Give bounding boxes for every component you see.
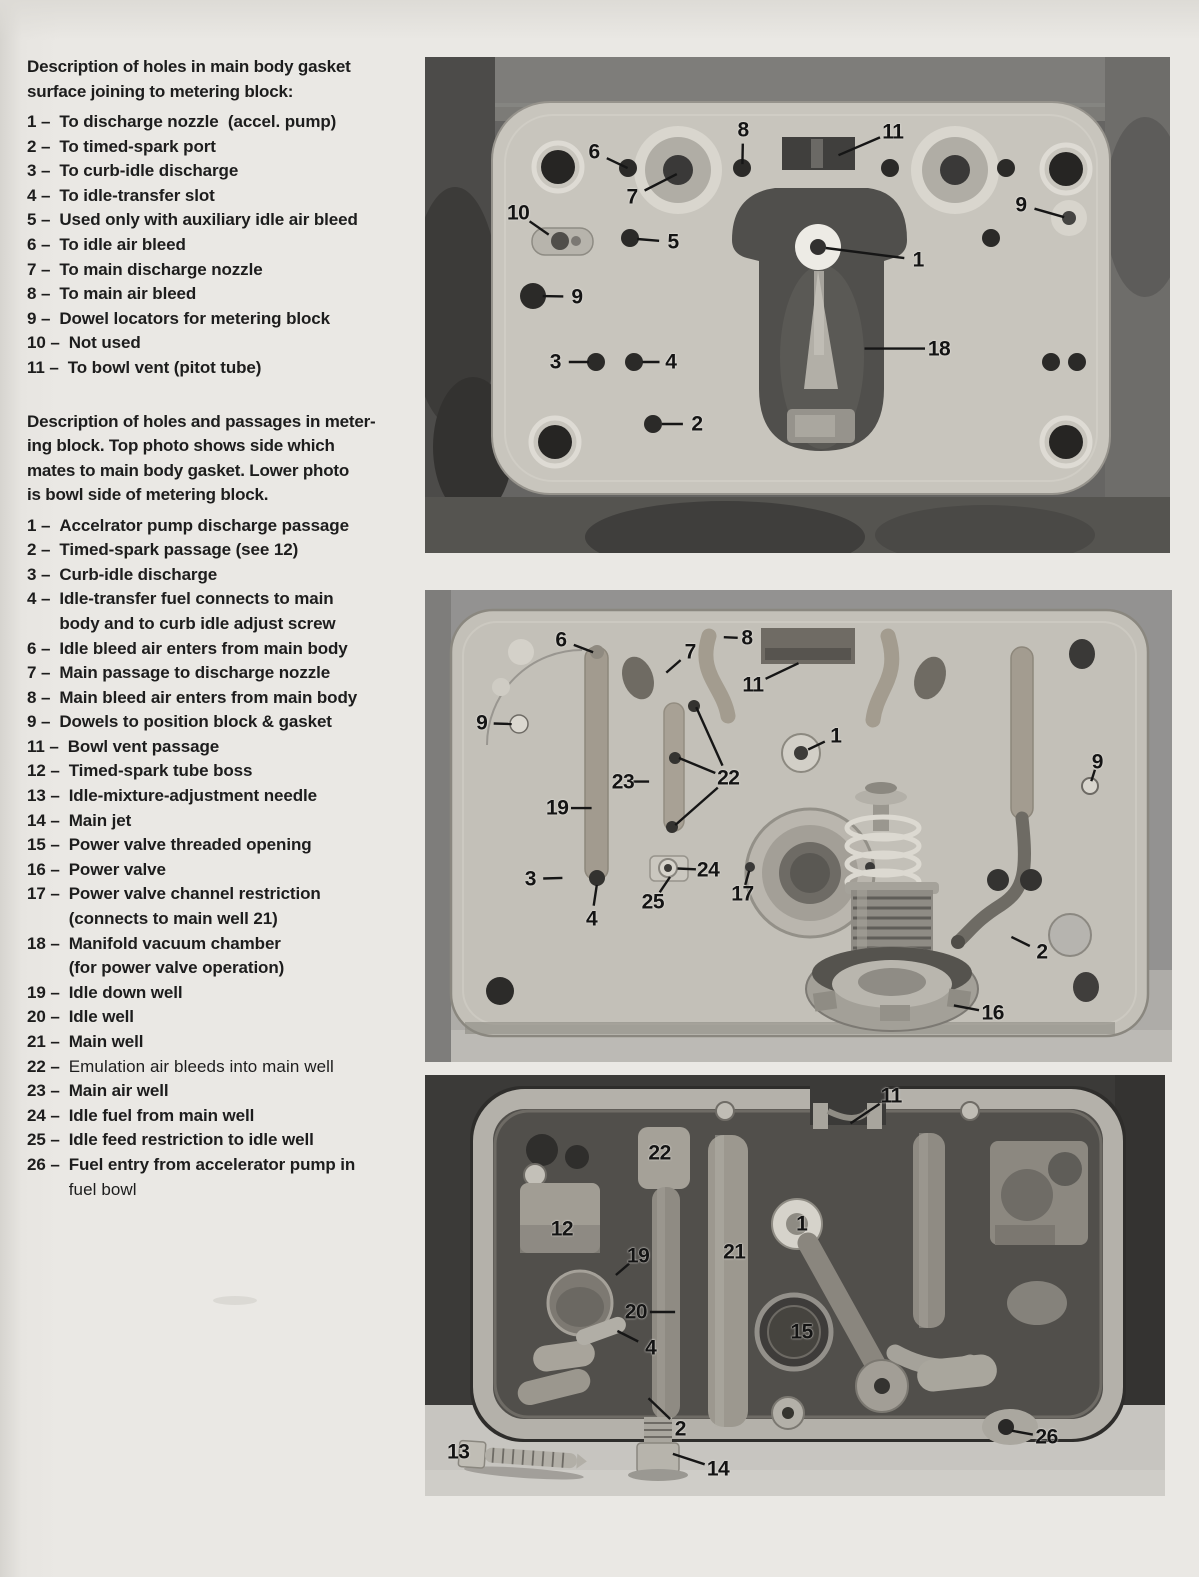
item-number: 7 – — [27, 259, 51, 279]
callout-4: 4 — [665, 350, 677, 374]
callout-2: 2 — [691, 412, 703, 436]
item-number: 9 – — [27, 308, 51, 328]
item-text: Bowl vent passage — [67, 736, 220, 756]
callout-1: 1 — [796, 1212, 808, 1236]
item-number: 6 – — [27, 638, 51, 658]
legend-item — [27, 759, 421, 784]
legend-item — [27, 1128, 421, 1153]
item-text: Main bleed air enters from main body — [59, 687, 358, 707]
legend-item — [27, 1104, 421, 1129]
legend-item — [27, 356, 421, 381]
page-smudge — [213, 1296, 257, 1305]
callout-6: 6 — [555, 628, 567, 652]
callout-18: 18 — [927, 337, 951, 361]
callout-6: 6 — [588, 140, 600, 164]
item-number: 15 – — [27, 835, 60, 855]
callout-1: 1 — [912, 248, 924, 272]
item-number: 20 – — [27, 1007, 60, 1027]
legend-item — [27, 1079, 421, 1104]
callout-11: 11 — [742, 673, 764, 697]
callout-19: 19 — [546, 796, 569, 820]
legend-item — [27, 331, 421, 356]
legend-item — [27, 661, 421, 686]
item-number: 6 – — [27, 234, 51, 254]
item-text: Idle-mixture-adjustment needle — [68, 786, 317, 806]
item-number: 1 – — [27, 112, 51, 131]
item-text: To timed-spark port — [59, 136, 216, 156]
callout-13: 13 — [447, 1440, 470, 1464]
legend-item — [27, 1030, 421, 1055]
item-text: Main jet — [68, 810, 132, 830]
legend-item — [27, 135, 421, 160]
legend-item — [27, 258, 421, 283]
legend-item — [27, 1055, 421, 1080]
legend-item — [27, 208, 421, 233]
item-number: 11 – — [27, 736, 59, 756]
callout-leader-lines — [425, 590, 1172, 1062]
item-number: 10 – — [27, 333, 60, 353]
legend-item — [27, 833, 421, 858]
item-text: Fuel entry from accelerator pump in fuel bowl — [68, 1154, 356, 1199]
item-number: 11 – — [27, 357, 59, 377]
item-number: 3 – — [27, 564, 51, 584]
callout-leader-lines — [425, 57, 1170, 553]
legend-item — [27, 282, 421, 307]
callout-12: 12 — [550, 1217, 574, 1241]
item-number: 18 – — [27, 933, 60, 953]
item-text: Dowels to position block & gasket — [59, 712, 332, 732]
item-text: Main well — [68, 1032, 144, 1051]
description-section-1 — [27, 55, 421, 381]
callout-1: 1 — [830, 724, 842, 748]
item-text: Idle down well — [68, 982, 183, 1002]
item-number: 9 – — [27, 712, 51, 732]
callout-22: 22 — [648, 1141, 671, 1165]
item-text: Manifold vacuum chamber (for power valve operation) — [68, 933, 285, 978]
callout-2: 2 — [674, 1417, 686, 1441]
callout-19: 19 — [626, 1244, 650, 1268]
callout-9: 9 — [1091, 750, 1103, 774]
legend-item — [27, 307, 421, 332]
callout-4: 4 — [645, 1336, 657, 1360]
photo-main-body-gasket — [425, 57, 1170, 553]
item-number: 8 – — [27, 687, 51, 707]
item-number: 13 – — [27, 786, 60, 806]
callout-3: 3 — [524, 867, 536, 891]
item-text: Not used — [68, 333, 141, 353]
item-number: 21 – — [27, 1032, 60, 1051]
callout-20: 20 — [624, 1300, 648, 1324]
item-text: To idle-transfer slot — [59, 185, 215, 205]
item-text: Idle bleed air enters from main body — [59, 638, 348, 658]
callout-11: 11 — [880, 1084, 902, 1108]
legend-item — [27, 1005, 421, 1030]
item-text: Dowel locators for metering block — [59, 308, 330, 328]
legend-item — [27, 686, 421, 711]
item-number: 14 – — [27, 810, 60, 830]
item-number: 5 – — [27, 210, 51, 230]
item-text: Power valve threaded opening — [68, 835, 312, 855]
legend-item — [27, 735, 421, 760]
item-text: To main discharge nozzle — [59, 259, 263, 279]
item-number: 16 – — [27, 859, 60, 879]
legend-item — [27, 784, 421, 809]
item-number: 4 – — [27, 185, 51, 205]
item-text: Emulation air bleeds into main well — [68, 1056, 334, 1076]
callout-14: 14 — [706, 1457, 730, 1481]
item-text: Curb-idle discharge — [59, 564, 218, 584]
description-lists — [27, 55, 421, 1202]
item-text: To bowl vent (pitot tube) — [67, 357, 262, 377]
legend-item — [27, 1153, 421, 1202]
callout-24: 24 — [696, 858, 720, 882]
callout-25: 25 — [641, 890, 665, 914]
callout-9: 9 — [1015, 193, 1027, 217]
item-number: 25 – — [27, 1130, 60, 1150]
callout-8: 8 — [737, 118, 749, 142]
item-text: To main air bleed — [59, 284, 197, 304]
legend-item — [27, 514, 421, 539]
photo-metering-block-gasket-side — [425, 590, 1172, 1062]
callout-23: 23 — [611, 770, 635, 794]
callout-15: 15 — [790, 1320, 813, 1344]
photo-metering-block-bowl-side — [425, 1075, 1165, 1496]
item-text: To curb-idle discharge — [59, 161, 239, 181]
section-heading: Description of holes and passages in meter- ing block. Top photo shows side which mates to main body gasket. Lower photo is bowl side of metering block. — [27, 411, 376, 505]
legend-item — [27, 184, 421, 209]
legend-item — [27, 159, 421, 184]
legend-item — [27, 233, 421, 258]
legend-item — [27, 110, 421, 135]
item-number: 24 – — [27, 1105, 60, 1125]
item-number: 3 – — [27, 161, 51, 181]
callout-9: 9 — [571, 285, 583, 309]
item-text: Main passage to discharge nozzle — [59, 663, 331, 683]
callout-8: 8 — [741, 626, 753, 650]
item-text: Timed-spark tube boss — [68, 761, 253, 781]
item-text: Idle fuel from main well — [68, 1105, 255, 1125]
item-text: Timed-spark passage (see 12) — [59, 540, 299, 560]
callout-16: 16 — [981, 1001, 1004, 1025]
item-text: Idle well — [68, 1007, 134, 1027]
callout-2: 2 — [1036, 940, 1048, 964]
item-number: 7 – — [27, 663, 51, 683]
item-text: To discharge nozzle (accel. pump) — [59, 112, 337, 131]
callout-3: 3 — [549, 350, 561, 374]
callout-26: 26 — [1035, 1425, 1058, 1449]
item-text: Idle feed restriction to idle well — [68, 1130, 314, 1150]
item-number: 17 – — [27, 884, 60, 904]
legend-item — [27, 932, 421, 981]
legend-item — [27, 538, 421, 563]
legend-item — [27, 858, 421, 883]
item-number: 23 – — [27, 1081, 60, 1101]
callout-4: 4 — [585, 907, 598, 931]
legend-item — [27, 587, 421, 636]
callout-10: 10 — [506, 201, 530, 225]
item-number: 19 – — [27, 982, 60, 1002]
callout-21: 21 — [723, 1240, 746, 1264]
item-number: 8 – — [27, 284, 51, 304]
callout-22: 22 — [717, 766, 740, 790]
item-text: Main air well — [68, 1081, 169, 1101]
section-heading: Description of holes in main body gasket surface joining to metering block: — [27, 57, 351, 101]
item-text: Power valve — [68, 859, 166, 879]
item-text: To idle air bleed — [59, 234, 186, 254]
callout-11: 11 — [882, 120, 904, 144]
legend-item — [27, 882, 421, 931]
item-number: 2 – — [27, 136, 51, 156]
item-text: Idle-transfer fuel connects to main body and to curb idle adjust screw — [59, 589, 336, 633]
item-number: 26 – — [27, 1154, 60, 1174]
item-number: 12 – — [27, 761, 60, 781]
callout-7: 7 — [626, 185, 638, 209]
item-text: Power valve channel restriction (connects to main well 21) — [68, 884, 321, 929]
callout-7: 7 — [684, 640, 696, 664]
legend-item — [27, 637, 421, 662]
item-text: Accelrator pump discharge passage — [59, 515, 349, 535]
callout-5: 5 — [667, 230, 679, 254]
callout-17: 17 — [731, 882, 754, 906]
item-number: 4 – — [27, 589, 51, 609]
callout-9: 9 — [476, 711, 488, 735]
legend-item — [27, 981, 421, 1006]
item-text: Used only with auxiliary idle air bleed — [59, 210, 358, 230]
legend-item — [27, 710, 421, 735]
item-number: 2 – — [27, 540, 51, 560]
legend-item — [27, 809, 421, 834]
legend-item — [27, 563, 421, 588]
item-number: 1 – — [27, 515, 51, 535]
description-section-2 — [27, 410, 421, 1203]
item-number: 22 – — [27, 1056, 60, 1076]
